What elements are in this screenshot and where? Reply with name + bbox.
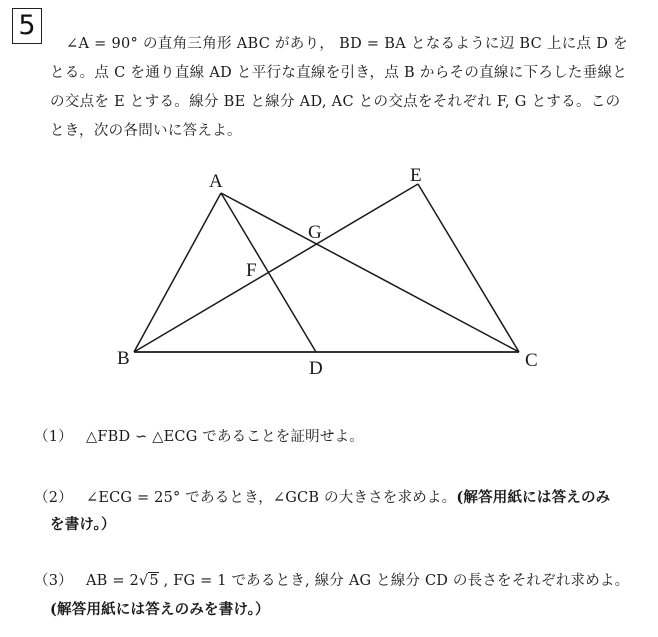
question-2-note: (解答用紙には答えのみ <box>456 489 611 506</box>
problem-number-box: 5 <box>12 8 42 44</box>
figure-segments <box>134 184 519 352</box>
question-2-text: ∠ECG = 25° であるとき，∠GCB の大きさを求めよ。 <box>86 490 457 506</box>
sqrt-expression: √5 <box>138 573 159 589</box>
label-F: F <box>246 260 257 281</box>
label-A: A <box>209 171 223 192</box>
segment-BE <box>134 184 418 352</box>
question-3-number: （3） <box>34 573 73 589</box>
statement-line-3: の交点を E とする。線分 BE と線分 AD, AC との交点をそれぞれ F, G とする。この <box>50 94 621 110</box>
label-E: E <box>410 165 422 186</box>
label-G: G <box>308 222 322 243</box>
label-B: B <box>117 348 130 369</box>
statement-line-2: とる。点 C を通り直線 AD と平行な直線を引き，点 B からその直線に下ろした垂線と <box>50 65 628 81</box>
question-3-note: (解答用紙には答えのみを書け。） <box>50 601 270 618</box>
label-D: D <box>309 358 323 379</box>
label-C: C <box>525 350 538 371</box>
segment-AB <box>134 193 221 352</box>
question-3-text-start: AB = 2 <box>86 573 139 589</box>
segment-CE <box>418 184 519 352</box>
statement-line-1: ∠A = 90° の直角三角形 ABC があり， BD = BA となるように辺 BC 上に点 D を <box>66 36 628 52</box>
question-3 <box>34 571 629 591</box>
segment-AC <box>221 193 519 352</box>
question-1-number: （1） <box>34 429 73 445</box>
statement-line-4: とき，次の各問いに答えよ。 <box>50 123 242 139</box>
sqrt-radicand: 5 <box>149 573 159 589</box>
question-2-note-continued: を書け。） <box>50 516 116 533</box>
question-2-number: （2） <box>34 490 73 506</box>
question-3-text-end: , FG = 1 であるとき, 線分 AG と線分 CD の長さをそれぞれ求めよ。 <box>158 573 630 589</box>
question-1-text: △FBD ∽ △ECG であることを証明せよ。 <box>86 429 364 445</box>
question-1 <box>34 427 364 447</box>
question-2 <box>34 488 610 508</box>
